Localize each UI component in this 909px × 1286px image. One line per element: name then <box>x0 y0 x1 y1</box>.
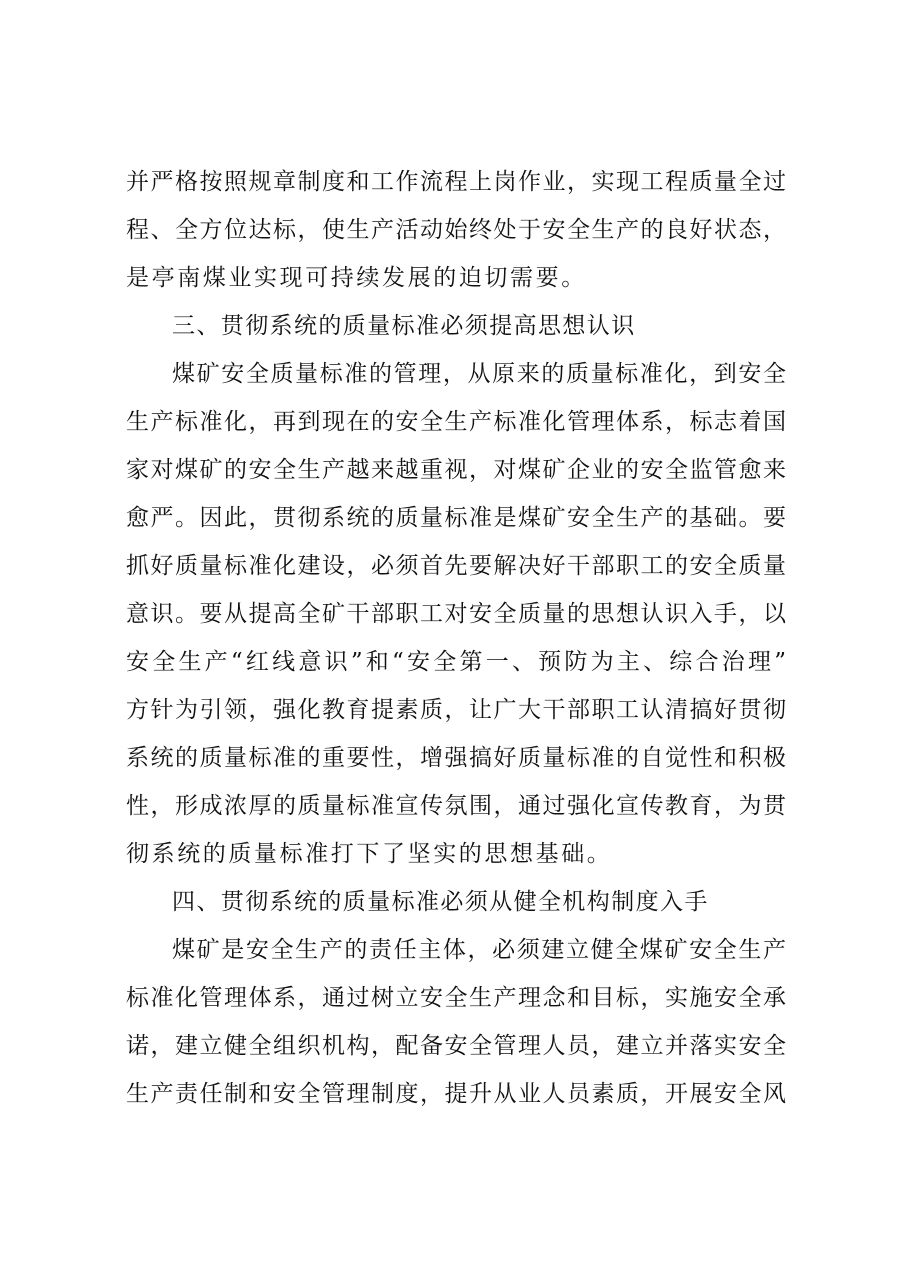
paragraph-2-line-9: 系统的质量标准的重要性，增强搞好质量标准的自觉性和积极 <box>126 745 786 771</box>
paragraph-2-line-4: 愈严。因此，贯彻系统的质量标准是煤矿安全生产的基础。要 <box>126 505 786 531</box>
section-heading-3: 三、贯彻系统的质量标准必须提高思想认识 <box>172 313 636 339</box>
paragraph-1-line-2: 程、全方位达标，使生产活动始终处于安全生产的良好状态， <box>126 217 786 243</box>
paragraph-3-line-2: 标准化管理体系，通过树立安全生产理念和目标，实施安全承 <box>126 985 786 1011</box>
paragraph-2-line-8: 方针为引领，强化教育提素质，让广大干部职工认清搞好贯彻 <box>126 697 786 723</box>
paragraph-2-line-6: 意识。要从提高全矿干部职工对安全质量的思想认识入手，以 <box>126 601 786 627</box>
paragraph-2-line-10: 性，形成浓厚的质量标准宣传氛围，通过强化宣传教育，为贯 <box>126 793 786 819</box>
paragraph-2-line-5: 抓好质量标准化建设，必须首先要解决好干部职工的安全质量 <box>126 553 786 579</box>
paragraph-2-line-7: 安全生产“红线意识”和“安全第一、预防为主、综合治理” <box>126 649 786 675</box>
paragraph-2-line-2: 生产标准化，再到现在的安全生产标准化管理体系，标志着国 <box>126 409 786 435</box>
paragraph-2-line-1: 煤矿安全质量标准的管理，从原来的质量标准化，到安全 <box>172 361 786 387</box>
paragraph-3-line-1: 煤矿是安全生产的责任主体，必须建立健全煤矿安全生产 <box>172 937 786 963</box>
paragraph-1-line-3: 是亭南煤业实现可持续发展的迫切需要。 <box>126 265 587 291</box>
section-heading-4: 四、贯彻系统的质量标准必须从健全机构制度入手 <box>172 889 709 915</box>
paragraph-2-line-11: 彻系统的质量标准打下了坚实的思想基础。 <box>126 841 613 867</box>
paragraph-1-line-1: 并严格按照规章制度和工作流程上岗作业，实现工程质量全过 <box>126 169 786 195</box>
paragraph-3-line-3: 诺，建立健全组织机构，配备安全管理人员，建立并落实安全 <box>126 1033 786 1059</box>
paragraph-3-line-4: 生产责任制和安全管理制度，提升从业人员素质，开展安全风 <box>126 1081 786 1107</box>
paragraph-2-line-3: 家对煤矿的安全生产越来越重视，对煤矿企业的安全监管愈来 <box>126 457 786 483</box>
